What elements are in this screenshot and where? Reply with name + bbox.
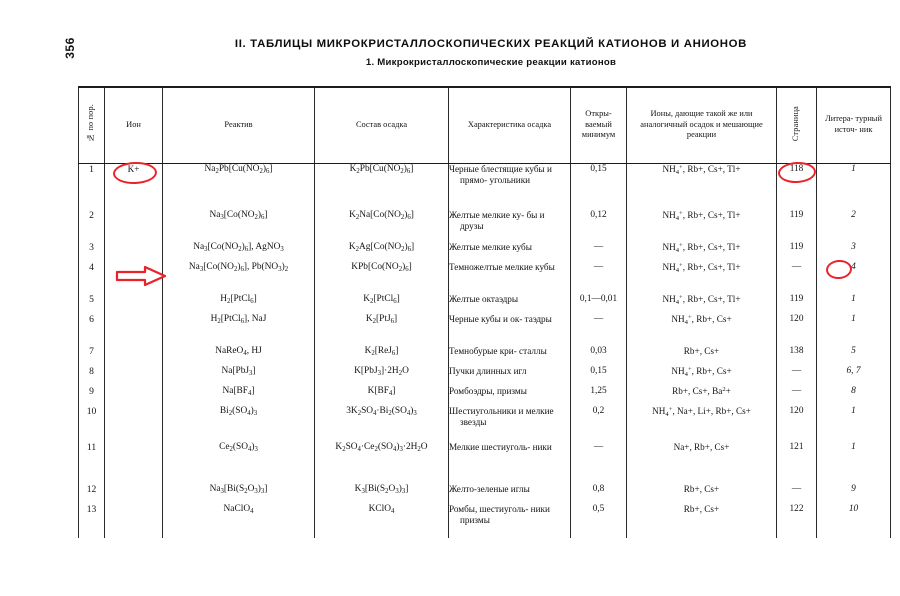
cell-precipitate: $K_2SO_4\cdot Ce_2(SO_4)_3\cdot 2H_2O$ [315,442,449,484]
cell-interfering-ions: $NH_4^+$, Rb+, Cs+, Tl+ [627,242,777,262]
cell-precipitate: $3K_2SO_4\cdot Bi_2(SO_4)_3$ [315,406,449,442]
cell-characteristic: Черные блестящие кубы и прямо- угольники [449,164,571,211]
header-minimum: Откры- ваемый минимум [571,87,627,164]
red-arrow-icon [115,265,167,287]
red-circle-literature-annotation [825,259,852,280]
cell-page: 122 [777,504,817,538]
cell-minimum: 0,12 [571,210,627,242]
cell-minimum: — [571,314,627,346]
table-body [79,164,891,539]
cell-ion [105,210,163,242]
cell-number: 12 [79,484,105,504]
table-row [79,242,891,262]
table-row [79,294,891,314]
cell-reagent: Na[PbJ$_3$] [163,366,315,386]
cell-literature: 3 [817,242,891,262]
cell-ion [105,484,163,504]
cell-ion [105,442,163,484]
table-row [79,504,891,538]
cell-minimum: 0,5 [571,504,627,538]
table-row [79,346,891,366]
cell-literature: 5 [817,346,891,366]
cell-minimum: — [571,242,627,262]
table-row [79,386,891,406]
cell-ion [105,314,163,346]
cell-number: 4 [79,262,105,294]
cell-characteristic: Ромбы, шестиуголь- ники призмы [449,504,571,538]
cell-interfering-ions: $NH_4^+$, Rb+, Cs+ [627,314,777,346]
cell-interfering-ions: Rb+, Cs+ [627,504,777,538]
cell-literature: 1 [817,314,891,346]
cell-interfering-ions: Rb+, Cs+, $Ba^2+$ [627,386,777,406]
table-row [79,262,891,294]
cell-characteristic: Желтые октаэдры [449,294,571,314]
cell-page: 120 [777,314,817,346]
cell-reagent: $H_2[PtCl_6]$, NaJ [163,314,315,346]
cell-page: — [777,484,817,504]
cell-literature: 9 [817,484,891,504]
cell-page: 120 [777,406,817,442]
cell-page: 119 [777,210,817,242]
cell-interfering-ions: $NH_4^+$, Rb+, Cs+, Tl+ [627,294,777,314]
cell-reagent: $Na_3[Co(NO_2)_6]$, $Pb(NO_3)_2$ [163,262,315,294]
cell-precipitate: KClO$_4$ [315,504,449,538]
cell-precipitate: $K[BF_4]$ [315,386,449,406]
cell-characteristic: Шестиугольники и мелкие звезды [449,406,571,442]
cell-page: 138 [777,346,817,366]
cell-page: 121 [777,442,817,484]
cell-characteristic: Желтые мелкие ку- бы и друзы [449,210,571,242]
page-subtitle: 1. Микрокристаллоскопические реакции катионов [365,57,617,68]
title-block [96,38,886,68]
table-row [79,442,891,484]
header-number [79,87,105,164]
cell-reagent: $Bi_2(SO_4)_3$ [163,406,315,442]
cell-minimum: 1,25 [571,386,627,406]
cell-precipitate: $K[PbJ_3]\cdot 2H_2O$ [315,366,449,386]
table-header-row [79,87,891,164]
cell-interfering-ions: $NH_4^+$, Rb+, Cs+, Tl+ [627,210,777,242]
cell-minimum: 0,03 [571,346,627,366]
cell-number: 7 [79,346,105,366]
cell-reagent: $Ce_2(SO_4)_3$ [163,442,315,484]
header-precipitate: Состав осадка [315,87,449,164]
cell-literature: 6, 7 [817,366,891,386]
cell-page: — [777,386,817,406]
cell-number: 5 [79,294,105,314]
reaction-table-wrapper [78,86,890,538]
cell-characteristic: Темнобурые кри- сталлы [449,346,571,366]
cell-characteristic: Пучки длинных игл [449,366,571,386]
cell-number: 10 [79,406,105,442]
header-interfering-ions: Ионы, дающие такой же или аналогичный осадок и мешающие реакции [627,87,777,164]
cell-reagent: $Na_3[Bi(S_2O_3)_3]$ [163,484,315,504]
cell-reagent: NaReO$_4$, HJ [163,346,315,366]
cell-precipitate: $KPb[Co(NO_2)_6]$ [315,262,449,294]
cell-precipitate: $K_2[ReJ_6]$ [315,346,449,366]
cell-ion [105,406,163,442]
table-row [79,406,891,442]
cell-interfering-ions: $NH_4^+$, Rb+, Cs+, Tl+ [627,262,777,294]
cell-literature: 1 [817,442,891,484]
red-circle-ion-annotation [113,161,158,185]
red-circle-page-annotation [777,161,816,184]
cell-number: 13 [79,504,105,538]
table-row [79,164,891,211]
cell-literature: 1 [817,164,891,211]
cell-minimum: 0,15 [571,366,627,386]
cell-literature: 10 [817,504,891,538]
cell-interfering-ions: Na+, Rb+, Cs+ [627,442,777,484]
cell-precipitate: $K_2Ag[Co(NO_2)_6]$ [315,242,449,262]
cell-minimum: — [571,442,627,484]
cell-reagent: $Na_3[Co(NO_2)_6]$ [163,210,315,242]
cell-characteristic: Темножелтые мелкие кубы [449,262,571,294]
table-row [79,210,891,242]
cell-precipitate: $K_2[PtCl_6]$ [315,294,449,314]
cell-characteristic: Ромбоэдры, призмы [449,386,571,406]
table-row [79,314,891,346]
cell-page: 119 [777,294,817,314]
cell-precipitate: $K_3[Bi(S_2O_3)_3]$ [315,484,449,504]
cell-reagent: $Na[BF_4]$ [163,386,315,406]
cell-ion: K+ [105,164,163,211]
cell-minimum: 0,15 [571,164,627,211]
cell-ion [105,294,163,314]
cell-characteristic: Черные кубы и ок- таэдры [449,314,571,346]
cell-number: 2 [79,210,105,242]
cell-ion [105,346,163,366]
cell-ion [105,262,163,294]
cell-minimum: — [571,262,627,294]
table-row [79,366,891,386]
cell-characteristic: Мелкие шестиуголь- ники [449,442,571,484]
cell-interfering-ions: $NH_4^+$, Na+, Li+, Rb+, Cs+ [627,406,777,442]
cell-minimum: 0,1—0,01 [571,294,627,314]
cell-precipitate: $K_2Na[Co(NO_2)_6]$ [315,210,449,242]
cell-number: 8 [79,366,105,386]
cell-number: 3 [79,242,105,262]
cation-reactions-table [78,86,891,538]
header-ion: Ион [105,87,163,164]
cell-ion [105,386,163,406]
cell-literature: 4 [817,262,891,294]
cell-interfering-ions: Rb+, Cs+ [627,346,777,366]
cell-reagent: $Na_3[Co(NO_2)_6]$, AgNO$_3$ [163,242,315,262]
cell-ion [105,504,163,538]
cell-number: 11 [79,442,105,484]
page-title: II. ТАБЛИЦЫ МИКРОКРИСТАЛЛОСКОПИЧЕСКИХ РЕАКЦИЙ КАТИОНОВ И АНИОНОВ [234,38,748,50]
cell-minimum: 0,8 [571,484,627,504]
cell-characteristic: Желто-зеленые иглы [449,484,571,504]
cell-page: — [777,366,817,386]
cell-reagent: NaClO$_4$ [163,504,315,538]
cell-number: 6 [79,314,105,346]
page-folio-number: 356 [63,37,77,59]
cell-page: 118 [777,164,817,211]
table-row [79,484,891,504]
header-page-label: Страница [791,105,801,141]
cell-number: 9 [79,386,105,406]
cell-page: 119 [777,242,817,262]
cell-ion [105,366,163,386]
cell-literature: 8 [817,386,891,406]
cell-ion [105,242,163,262]
cell-precipitate: $K_2[PtJ_6]$ [315,314,449,346]
header-reagent: Реактив [163,87,315,164]
cell-interfering-ions: Rb+, Cs+ [627,484,777,504]
cell-characteristic: Желтые мелкие кубы [449,242,571,262]
cell-minimum: 0,2 [571,406,627,442]
cell-page: — [777,262,817,294]
cell-literature: 1 [817,294,891,314]
cell-number: 1 [79,164,105,211]
cell-interfering-ions: $NH_4^+$, Rb+, Cs+, Tl+ [627,164,777,211]
cell-precipitate: $K_2Pb[Cu(NO_2)_6]$ [315,164,449,211]
header-literature: Литера- турный источ- ник [817,87,891,164]
header-number-label: № по пор. [86,104,96,143]
cell-reagent: $Na_2Pb[Cu(NO_2)_6]$ [163,164,315,211]
cell-literature: 2 [817,210,891,242]
cell-reagent: $H_2[PtCl_6]$ [163,294,315,314]
header-page [777,87,817,164]
header-characteristic: Характеристика осадка [449,87,571,164]
cell-literature: 1 [817,406,891,442]
cell-interfering-ions: $NH_4^+$, Rb+, Cs+ [627,366,777,386]
